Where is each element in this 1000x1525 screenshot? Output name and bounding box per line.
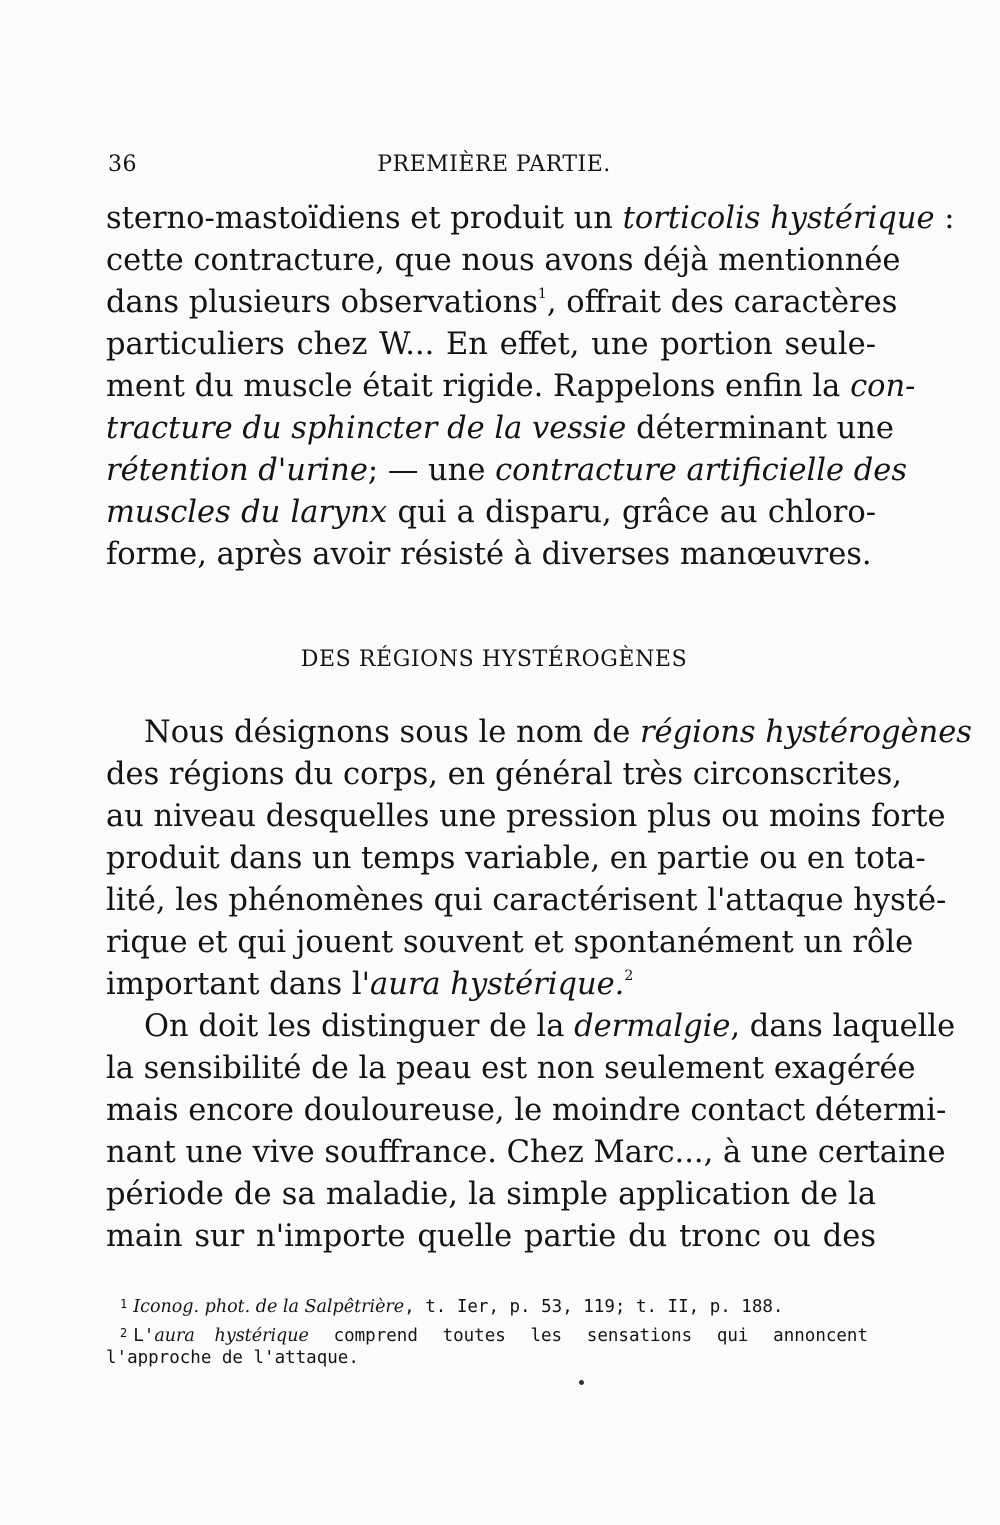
text-line: nant une vive souffrance. Chez Marc..., à une certaine: [106, 1135, 946, 1170]
text-line: sterno-mastoïdiens et produit un torticolis hystérique :: [106, 201, 955, 236]
text-line: au niveau desquelles une pression plus ou moins forte: [106, 799, 946, 834]
text-line: période de sa maladie, la simple application de la: [106, 1177, 876, 1212]
text-line: dans plusieurs observations$^1$, offrait des caractères: [106, 285, 898, 320]
ink-speck: [579, 1380, 584, 1385]
page-number: 36: [108, 152, 137, 177]
text-line: rique et qui jouent souvent et spontanément un rôle: [106, 925, 914, 960]
footnote-1: $^1$ Iconog. phot. de la Salpêtrière, t. Ier, p. 53, 119; t. II, p. 188.: [120, 1297, 784, 1317]
text-line: forme, après avoir résisté à diverses manœuvres.: [106, 537, 872, 572]
text-line: muscles du larynx qui a disparu, grâce au chloro-: [106, 495, 877, 530]
text-line: rétention d'urine; — une contracture artificielle des: [106, 453, 907, 488]
footnote-2: $^2$ L'aura hystérique comprend toutes les sensations qui annoncent: [120, 1326, 868, 1346]
text-line: la sensibilité de la peau est non seulement exagérée: [106, 1051, 916, 1086]
running-title: PREMIÈRE PARTIE.: [377, 152, 611, 177]
text-line: main sur n'importe quelle partie du tronc ou des: [106, 1219, 876, 1254]
section-heading: DES RÉGIONS HYSTÉROGÈNES: [300, 647, 688, 672]
text-line: des régions du corps, en général très circonscrites,: [106, 757, 902, 792]
text-line: ment du muscle était rigide. Rappelons enfin la con-: [106, 369, 916, 404]
text-line: Nous désignons sous le nom de régions hystérogènes: [144, 715, 972, 750]
text-line: produit dans un temps variable, en partie ou en tota-: [106, 841, 926, 876]
footnote-ref: 1: [537, 286, 547, 302]
text-line: particuliers chez W... En effet, une portion seule-: [106, 327, 876, 362]
text-line: mais encore douloureuse, le moindre contact détermi-: [106, 1093, 947, 1128]
text-line: important dans l'aura hystérique.$^2$: [106, 967, 634, 1002]
text-line: tracture du sphincter de la vessie déterminant une: [106, 411, 894, 446]
footnote-2-continued: l'approche de l'attaque.: [106, 1348, 359, 1368]
text-line: cette contracture, que nous avons déjà mentionnée: [106, 243, 901, 278]
page-header: [106, 148, 882, 188]
text-line: lité, les phénomènes qui caractérisent l'attaque hysté-: [106, 883, 947, 918]
footnote-ref: 2: [624, 968, 634, 984]
text-line: On doit les distinguer de la dermalgie, dans laquelle: [144, 1009, 956, 1044]
